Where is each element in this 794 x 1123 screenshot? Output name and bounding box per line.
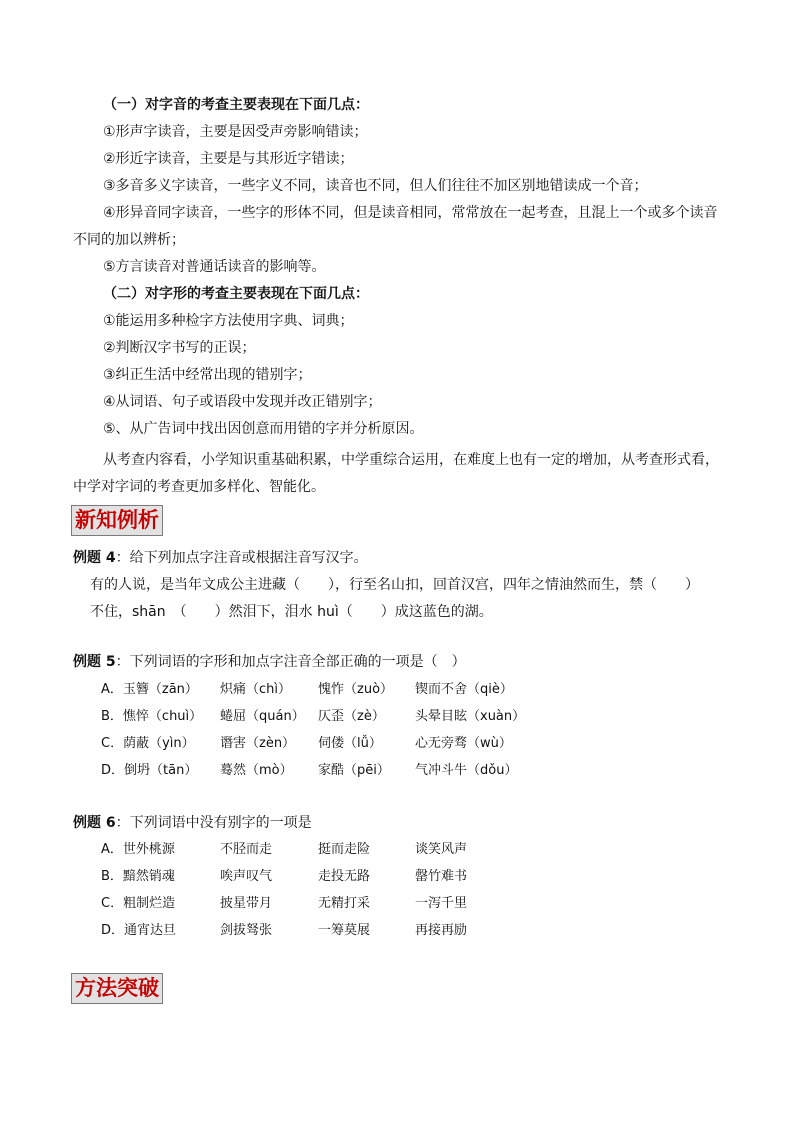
list-item: ④从词语、句子或语段中发现并改正错别字； [103, 394, 382, 410]
example-label: 例题 5 [73, 654, 116, 670]
option-cell: 伺偻（lǚ） [318, 736, 382, 751]
option-cell: 唉声叹气 [220, 869, 273, 884]
option-cell: 谮害（zèn） [220, 736, 296, 751]
section-heading-pronunciation: （一）对字音的考查主要表现在下面几点： [103, 97, 369, 113]
summary-line: 中学对字词的考查更加多样化、智能化。 [73, 479, 325, 495]
summary-line: 从考查内容看，小学知识重基础积累，中学重综合运用，在难度上也有一定的增加，从考查形式看， [103, 452, 719, 468]
list-item: ②形近字读音，主要是与其形近字错读； [103, 151, 354, 167]
option-cell: 蓦然（mò） [220, 763, 293, 778]
option-cell: 炽痛（chì） [220, 682, 291, 697]
option-cell: 披星带月 [220, 896, 273, 911]
option-cell: 再接再励 [415, 923, 468, 938]
list-item: ④形异音同字读音，一些字的形体不同，但是读音相同，常常放在一起考查，且混上一个或多个读音 [103, 205, 718, 221]
option-cell: 不胫而走 [220, 842, 273, 857]
option-cell: 无精打采 [318, 896, 371, 911]
example-6-question [73, 814, 312, 832]
option-cell: B．黯然销魂 [101, 869, 175, 884]
example-5-question [73, 653, 466, 671]
option-cell: 家酷（pēi） [318, 763, 390, 778]
option-cell: 仄歪（zè） [318, 709, 385, 724]
option-cell: B．憔悴（chuì） [101, 709, 203, 724]
list-item: ③多音多义字读音，一些字义不同，读音也不同，但人们往往不加区别地错读成一个音； [103, 178, 648, 194]
option-cell: 气冲斗牛（dǒu） [415, 763, 518, 778]
option-cell: A．玉簪（zān） [101, 682, 198, 697]
option-cell: 蜷屈（quán） [220, 709, 305, 724]
option-cell: 挺而走险 [318, 842, 371, 857]
option-cell: D．倒坍（tān） [101, 763, 198, 778]
option-cell: 锲而不舍（qiè） [415, 682, 513, 697]
example-prompt: ：下列词语中没有别字的一项是 [115, 815, 312, 831]
option-cell: A．世外桃源 [101, 842, 175, 857]
option-cell: 心无旁骛（wù） [415, 736, 512, 751]
list-item: ①形声字读音，主要是因受声旁影响错读； [103, 124, 368, 140]
example-label: 例题 6 [73, 815, 116, 831]
section-heading-character-form: （二）对字形的考查主要表现在下面几点： [103, 286, 369, 302]
example-prompt: ：下列词语的字形和加点字注音全部正确的一项是（ ） [115, 654, 466, 670]
list-item-continuation: 不同的加以辨析； [73, 232, 185, 248]
option-cell: C．荫蔽（yìn） [101, 736, 195, 751]
example-4-passage-line: 不住，shān （ ）然泪下，泪水 huì（ ）成这蓝色的湖。 [90, 604, 493, 620]
example-prompt: ：给下列加点字注音或根据注音写汉字。 [115, 550, 368, 566]
example-4-passage-line: 有的人说，是当年文成公主进藏（ ），行至名山扣，回首汉宫，四年之情油然而生，禁（ ） [90, 577, 699, 593]
option-cell: 愧怍（zuò） [318, 682, 394, 697]
list-item: ②判断汉字书写的正误； [103, 340, 256, 356]
example-label: 例题 4 [73, 550, 116, 566]
list-item: ①能运用多种检字方法使用字典、词典； [103, 313, 354, 329]
list-item: ⑤、从广告词中找出因创意而用错的字并分析原因。 [103, 421, 424, 437]
option-cell: D．通宵达旦 [101, 923, 177, 938]
option-cell: 谈笑风声 [415, 842, 468, 857]
list-item: ③纠正生活中经常出现的错别字； [103, 367, 312, 383]
list-item: ⑤方言读音对普通话读音的影响等。 [103, 259, 326, 275]
option-cell: 头晕目眩（xuàn） [415, 709, 526, 724]
option-cell: 走投无路 [318, 869, 371, 884]
option-cell: 一筹莫展 [318, 923, 371, 938]
option-cell: 一泻千里 [415, 896, 468, 911]
option-cell: 剑拔驽张 [220, 923, 273, 938]
option-cell: C．粗制烂造 [101, 896, 176, 911]
section-banner-new-knowledge: 新知例析 [71, 505, 163, 536]
example-4-question [73, 549, 368, 567]
option-cell: 罄竹难书 [415, 869, 468, 884]
section-banner-method: 方法突破 [71, 973, 163, 1004]
